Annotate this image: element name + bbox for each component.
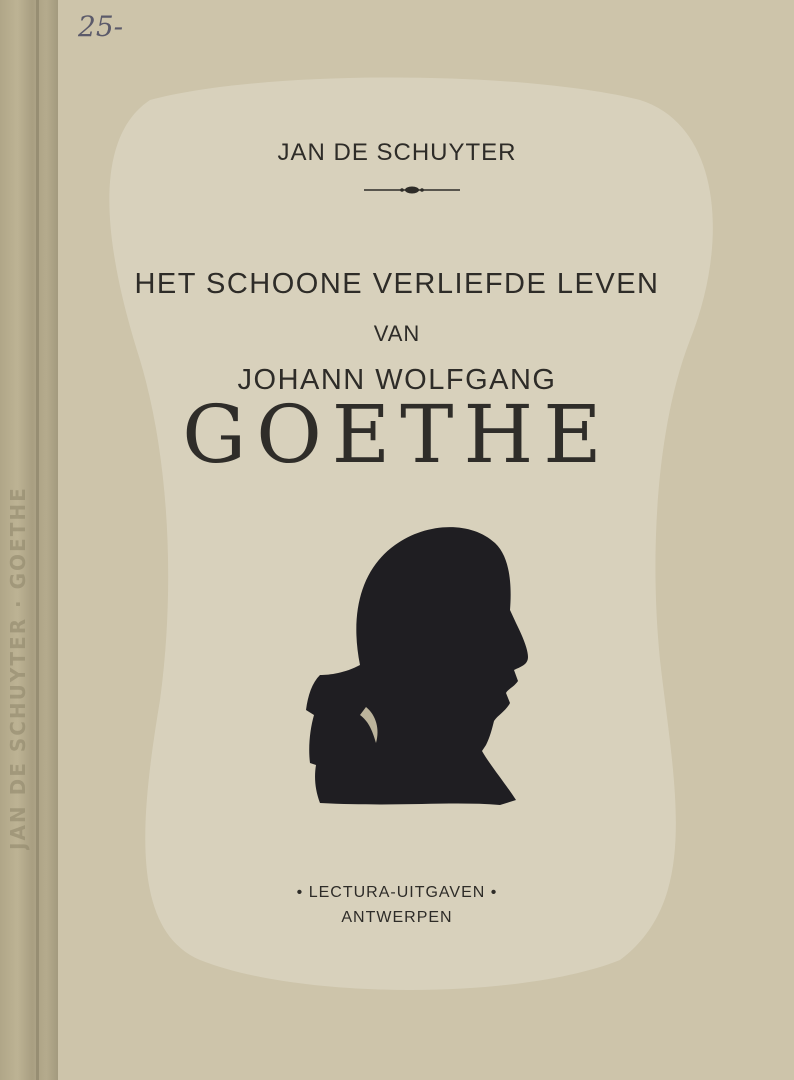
title-line-2: VAN	[373, 321, 421, 346]
ornament-rule-icon	[362, 183, 462, 197]
publisher-name: • LECTURA-UITGAVEN •	[296, 884, 498, 901]
spine-title: JAN DE SCHUYTER · GOETHE	[6, 486, 30, 850]
pencil-price-mark: 25-	[78, 10, 124, 43]
author-name: JAN DE SCHUYTER	[277, 139, 517, 166]
title-line-1: HET SCHOONE VERLIEFDE LEVEN	[134, 268, 660, 300]
title-line-3: JOHANN WOLFGANG	[237, 364, 557, 396]
title-goethe: GOETHE	[182, 388, 612, 481]
goethe-silhouette-icon	[300, 515, 540, 815]
publisher-city: ANTWERPEN	[341, 909, 453, 926]
